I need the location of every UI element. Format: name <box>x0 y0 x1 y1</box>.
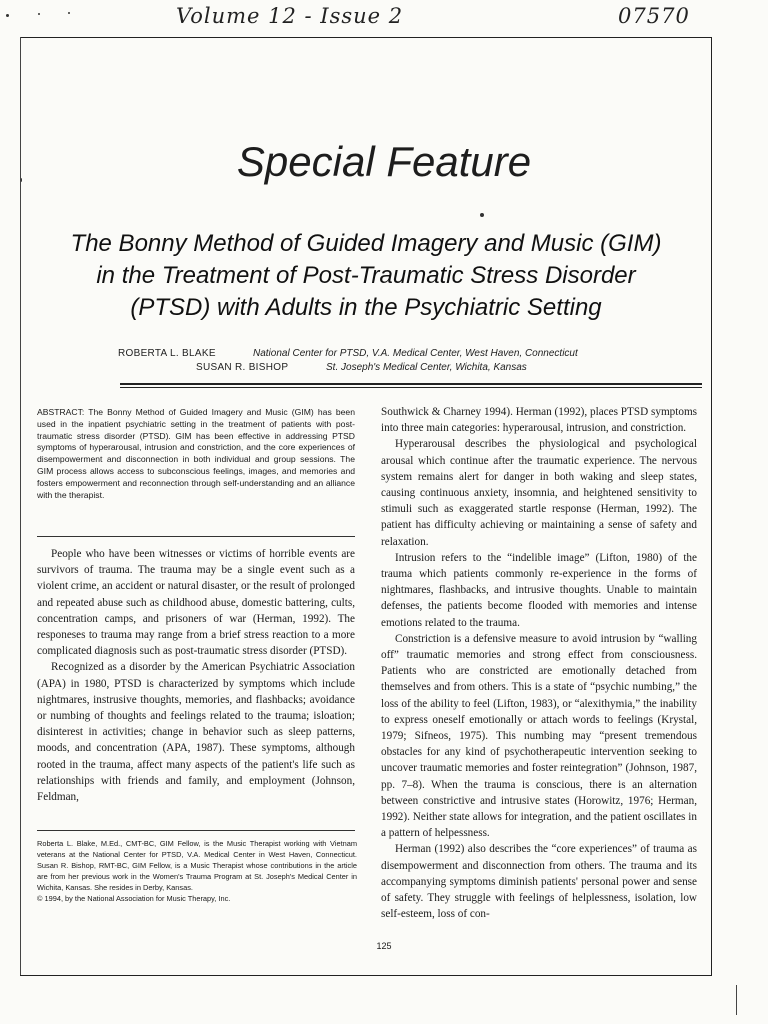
title-line: in the Treatment of Post-Traumatic Stress Disorder <box>96 262 636 289</box>
body-paragraph: Intrusion refers to the “indelible image” (Lifton, 1980) of the trauma which patients commonly re-experience in the forms of nightmares, flashbacks, and intrusive thoughts. Unable to maintain defenses, the patients become flooded with memories and intense emotions related to the trauma. <box>381 551 697 629</box>
body-paragraph: Constriction is a defensive measure to avoid intrusion by “walling off” traumatic memories and strong effect from consciousness. Patients who are constricted are emotionally detached from themselves and from others. This is a state of “psychic numbing,” the loss of the ability to feel (Lifton, 1983), or “alexithymia,” the inability to express oneself emotionally or attach words to feelings (Krystal, 1979; Sifneos, 1975). This numbing may “present tremendous obstacles for any kind of psychotherapeutic intervention seeking to uncover traumatic memories and foster reintegration” (Johnson, 1987, pp. 7–8). When the trauma is conscious, there is an alternation between constrictive and intrusive states (Horowitz, 1976; Herman, 1992). Neither state allows for integration, and the patient oscillates in a pattern of helpessness. <box>381 632 697 840</box>
author-affiliation: National Center for PTSD, V.A. Medical Center, West Haven, Connecticut <box>253 348 578 359</box>
header-rule <box>120 383 702 385</box>
scan-speck <box>6 14 9 17</box>
footnote-divider <box>37 830 355 831</box>
body-paragraph: Recognized as a disorder by the American Psychiatric Association (APA) in 1980, PTSD is characterized by symptoms which include nightmares, instrusive thoughts, memories, and flashbacks; avoidance or numbing of thoughts and feelings related to the trauma; isloation; disinterest in activities; change in behavior such as sleep patterns, moods, and concentration (APA, 1987). These symptoms, although rooted in the trauma, affect many aspects of the patient's life such as relationships with friends and family, and employment (Johnson, Feldman, <box>37 661 355 804</box>
body-paragraph: Hyperarousal describes the physiological and psychological arousal which continue after the traumatic experience. The nervous system remains alert for danger in both waking and sleep states, causing continuous anxiety, insomnia, and heightened sensitivity to stimuli such as exaggerated startle response (Herman, 1992). The patient has difficulty achieving or maintaining a sense of safety and relaxation. <box>381 438 697 548</box>
scan-speck <box>38 13 40 15</box>
page-frame-bottom <box>20 975 712 976</box>
scan-speck <box>68 12 70 14</box>
footnote <box>37 838 357 904</box>
handwritten-document-number: 07570 <box>618 4 690 28</box>
article-title <box>20 228 712 324</box>
abstract-divider <box>37 536 355 537</box>
page-frame-top <box>20 37 712 38</box>
body-column-right <box>381 404 697 923</box>
author-affiliation: St. Joseph's Medical Center, Wichita, Kansas <box>326 362 527 373</box>
body-paragraph: Southwick & Charney 1994). Herman (1992), places PTSD symptoms into three main categories: hyperarousal, intrusion, and constriction. <box>381 406 697 435</box>
scan-speck <box>480 213 484 217</box>
author-name: ROBERTA L. BLAKE <box>118 348 216 359</box>
page-number: 125 <box>376 941 392 951</box>
copyright-notice: © 1994, by the National Association for Music Therapy, Inc. <box>37 894 231 903</box>
body-paragraph: People who have been witnesses or victims of horrible events are survivors of trauma. The trauma may be a single event such as a violent crime, an accident or natural disaster, or the result of prolonged and repeated abuse such as childhood abuse, domestic battering, cults, concentration camps, and prisoners of war (Herman, 1992). The responeses to trauma may range from a brief stress reaction to a more complicated diagnosis such as post-traumatic stress disorder (PTSD). <box>37 548 355 658</box>
scan-margin-mark <box>736 985 737 1015</box>
abstract: ABSTRACT: The Bonny Method of Guided Imagery and Music (GIM) has been used in the inpatient psychiatric setting in the treatment of patients with post-traumatic stress disorder (PTSD). GIM has been effective in addressing PTSD symptoms of hyperarousal, intrusion and constriction, and the core experiences of disempowerment and disconnection in both individual and group sessions. The GIM process allows access to subconscious feelings, images, and memories and fosters empowerment and reconnection through self-understanding and an alliance with the therapist. <box>37 407 355 500</box>
author-name: SUSAN R. BISHOP <box>196 362 289 373</box>
title-line: (PTSD) with Adults in the Psychiatric Setting <box>130 294 602 321</box>
section-heading: Special Feature <box>236 138 532 185</box>
author-bio-note: Roberta L. Blake, M.Ed., CMT-BC, GIM Fellow, is the Music Therapist working with Vietnam veterans at the National Center for PTSD, V.A. Medical Center in West Haven, Connecticut. Susan R. Bishop, RMT-BC, GIM Fellow, is a Music Therapist whose contributions in the article are from her previous work in the Women's Trauma Program at St. Joseph's Medical Center in Wichita, Kansas. She resides in Derby, Kansas. <box>37 839 357 892</box>
body-column-left <box>37 546 355 805</box>
body-paragraph: Herman (1992) also describes the “core experiences” of trauma as disempowerment and disconnection from others. The trauma and its accompanying symptoms diminish patients' personal power and sense of safety. They struggle with feelings of helplessness, isolation, low self-esteem, loss of con- <box>381 843 697 921</box>
title-line: The Bonny Method of Guided Imagery and Music (GIM) <box>70 230 662 257</box>
header-rule <box>120 387 702 388</box>
handwritten-volume-note: Volume 12 - Issue 2 <box>176 4 404 28</box>
